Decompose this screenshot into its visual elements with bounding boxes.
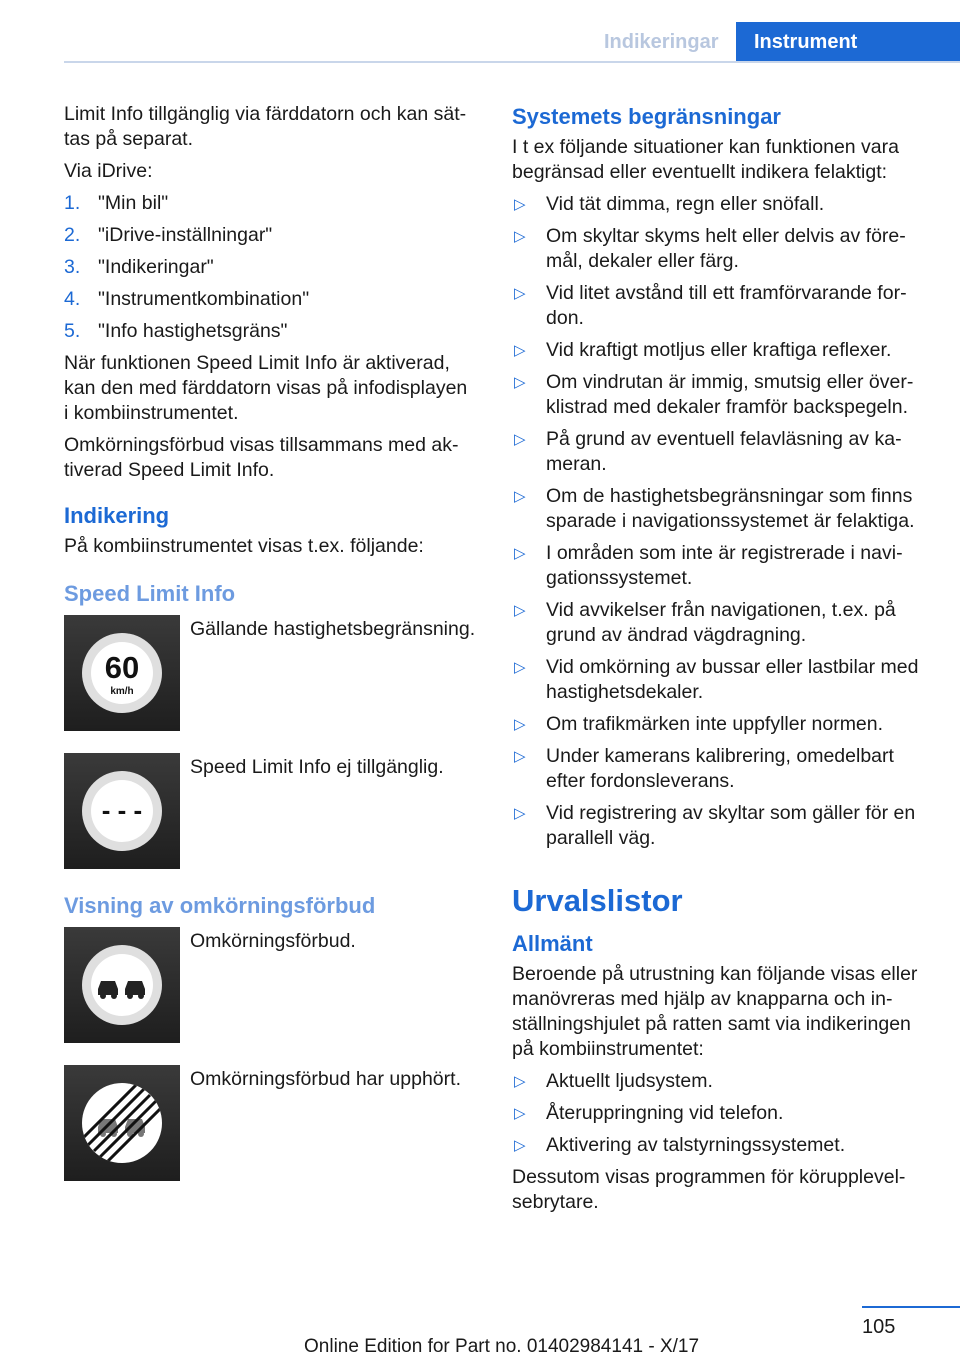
step-item — [64, 255, 476, 280]
limitation-text: På grund av eventuell felavläsning av kameran. — [546, 428, 902, 475]
limitation-item — [512, 484, 932, 534]
limitations-heading: Systemets begränsningar — [512, 104, 781, 129]
allmant-heading: Allmänt — [512, 931, 593, 956]
sign-dashes: - - - — [101, 795, 143, 825]
limitation-item — [512, 655, 932, 705]
limitation-item — [512, 338, 932, 363]
allmant-item — [512, 1133, 932, 1158]
speed-limit-row — [64, 615, 476, 731]
limitation-text: Om skyltar skyms helt eller delvis av föremål, dekaler eller färg. — [546, 225, 906, 272]
triangle-bullet-icon: ▷ — [514, 545, 526, 562]
header-chapter-label: Instrument — [754, 31, 858, 53]
triangle-bullet-icon: ▷ — [514, 431, 526, 448]
step-text: "Indikeringar" — [98, 256, 214, 278]
no-overtaking-icon — [64, 927, 180, 1043]
step-text: "iDrive-inställningar" — [98, 224, 273, 246]
step-text: "Instrumentkombination" — [98, 288, 310, 310]
speed-limit-60-icon — [64, 615, 180, 731]
allmant-item — [512, 1069, 932, 1094]
header-section-title: Indikeringar — [604, 31, 719, 53]
speed-unavailable-row — [64, 753, 476, 869]
step-number: 4. — [64, 288, 81, 310]
step-item — [64, 319, 476, 344]
closing-paragraph: Dessutom visas programmen för körupplevelsebrytare. — [512, 1166, 906, 1213]
limitation-text: I områden som inte är registrerade i navigationssystemet. — [546, 542, 903, 589]
speed-limit-heading: Speed Limit Info — [64, 581, 236, 606]
no-overtaking-row — [64, 927, 476, 1043]
limitation-item — [512, 192, 932, 217]
allmant-item — [512, 1101, 932, 1126]
triangle-bullet-icon: ▷ — [514, 228, 526, 245]
triangle-bullet-icon: ▷ — [514, 374, 526, 391]
limitation-text: Om trafikmärken inte uppfyller normen. — [546, 713, 884, 735]
triangle-bullet-icon: ▷ — [514, 805, 526, 822]
limitation-text: Vid tät dimma, regn eller snöfall. — [546, 193, 825, 215]
intro-paragraph: Limit Info tillgänglig via färddatorn och kan sättas på separat. — [64, 103, 467, 150]
triangle-bullet-icon: ▷ — [514, 1137, 526, 1154]
step-item — [64, 223, 476, 248]
step-item — [64, 287, 476, 312]
triangle-bullet-icon: ▷ — [514, 716, 526, 733]
allmant-item-text: Återuppringning vid telefon. — [546, 1102, 784, 1124]
sign-unit: km/h — [110, 686, 134, 697]
limitation-text: Under kamerans kalibrering, omedelbart efter fordonsleverans. — [546, 745, 894, 792]
left-column — [64, 102, 476, 1203]
indikering-heading: Indikering — [64, 503, 170, 528]
limitation-item — [512, 281, 932, 331]
overtake-heading: Visning av omkörningsförbud — [64, 893, 376, 918]
limitation-text: Om vindrutan är immig, smutsig eller överklistrad med dekaler framför backspegeln. — [546, 371, 914, 418]
limitation-text: Vid kraftigt motljus eller kraftiga reflexer. — [546, 339, 892, 361]
limitation-item — [512, 427, 932, 477]
step-number: 2. — [64, 224, 81, 246]
limitation-item — [512, 541, 932, 591]
indikering-text: På kombiinstrumentet visas t.ex. följande: — [64, 535, 424, 557]
triangle-bullet-icon: ▷ — [514, 1073, 526, 1090]
via-idrive-label: Via iDrive: — [64, 160, 153, 182]
step-text: "Info hastighetsgräns" — [98, 320, 288, 342]
header-rule — [64, 61, 960, 63]
end-no-overtaking-icon — [64, 1065, 180, 1181]
limitation-text: Vid litet avstånd till ett framförvarande fordon. — [546, 282, 907, 329]
step-number: 5. — [64, 320, 81, 342]
limitation-item — [512, 598, 932, 648]
triangle-bullet-icon: ▷ — [514, 488, 526, 505]
allmant-item-text: Aktivering av talstyrningssystemet. — [546, 1134, 846, 1156]
footer-rule — [862, 1306, 960, 1308]
triangle-bullet-icon: ▷ — [514, 196, 526, 213]
speed-limit-caption: Gällande hastighetsbegränsning. — [190, 618, 476, 640]
sign-number: 60 — [104, 650, 140, 685]
page-number: 105 — [862, 1316, 896, 1338]
triangle-bullet-icon: ▷ — [514, 748, 526, 765]
limitation-item — [512, 801, 932, 851]
step-number: 1. — [64, 192, 81, 214]
limitation-text: Vid registrering av skyltar som gäller för en parallell väg. — [546, 802, 916, 849]
edition-footer: Online Edition for Part no. 01402984141 - X/17 — [304, 1336, 700, 1357]
step-item — [64, 191, 476, 216]
no-overtaking-caption: Omkörningsförbud. — [190, 930, 356, 952]
triangle-bullet-icon: ▷ — [514, 1105, 526, 1122]
speed-unavailable-caption: Speed Limit Info ej tillgänglig. — [190, 756, 444, 778]
triangle-bullet-icon: ▷ — [514, 342, 526, 359]
limitation-text: Vid avvikelser från navigationen, t.ex. på grund av ändrad vägdragning. — [546, 599, 896, 646]
header-chapter-tab — [736, 22, 960, 63]
limitation-item — [512, 370, 932, 420]
limitations-list — [512, 192, 932, 851]
limitation-item — [512, 712, 932, 737]
limitations-intro: I t ex följande situationer kan funktionen vara begränsad eller eventuellt indikera felaktigt: — [512, 136, 899, 183]
limitation-item — [512, 224, 932, 274]
limitation-item — [512, 744, 932, 794]
end-no-overtaking-caption: Omkörningsförbud har upphört. — [190, 1068, 461, 1090]
right-column — [512, 102, 932, 1222]
allmant-text: Beroende på utrustning kan följande visas eller manövreras med hjälp av knapparna och inställningshjulet på ratten samt via indikeringen på kombiinstrumentet: — [512, 963, 918, 1060]
allmant-list — [512, 1069, 932, 1158]
triangle-bullet-icon: ▷ — [514, 659, 526, 676]
urvalslistor-heading: Urvalslistor — [512, 883, 683, 918]
allmant-item-text: Aktuellt ljudsystem. — [546, 1070, 713, 1092]
idrive-steps-list — [64, 191, 476, 344]
triangle-bullet-icon: ▷ — [514, 602, 526, 619]
step-number: 3. — [64, 256, 81, 278]
step-text: "Min bil" — [98, 192, 169, 214]
end-no-overtaking-row — [64, 1065, 476, 1181]
active-paragraph: När funktionen Speed Limit Info är aktiverad, kan den med färddatorn visas på infodisplayen i kombiinstrumentet. — [64, 352, 468, 424]
triangle-bullet-icon: ▷ — [514, 285, 526, 302]
limitation-text: Om de hastighetsbegränsningar som finns sparade i navigationssystemet är felaktiga. — [546, 485, 915, 532]
limitation-text: Vid omkörning av bussar eller lastbilar med hastighetsdekaler. — [546, 656, 919, 703]
speed-limit-unavailable-icon — [64, 753, 180, 869]
overtake-paragraph: Omkörningsförbud visas tillsammans med aktiverad Speed Limit Info. — [64, 434, 459, 481]
